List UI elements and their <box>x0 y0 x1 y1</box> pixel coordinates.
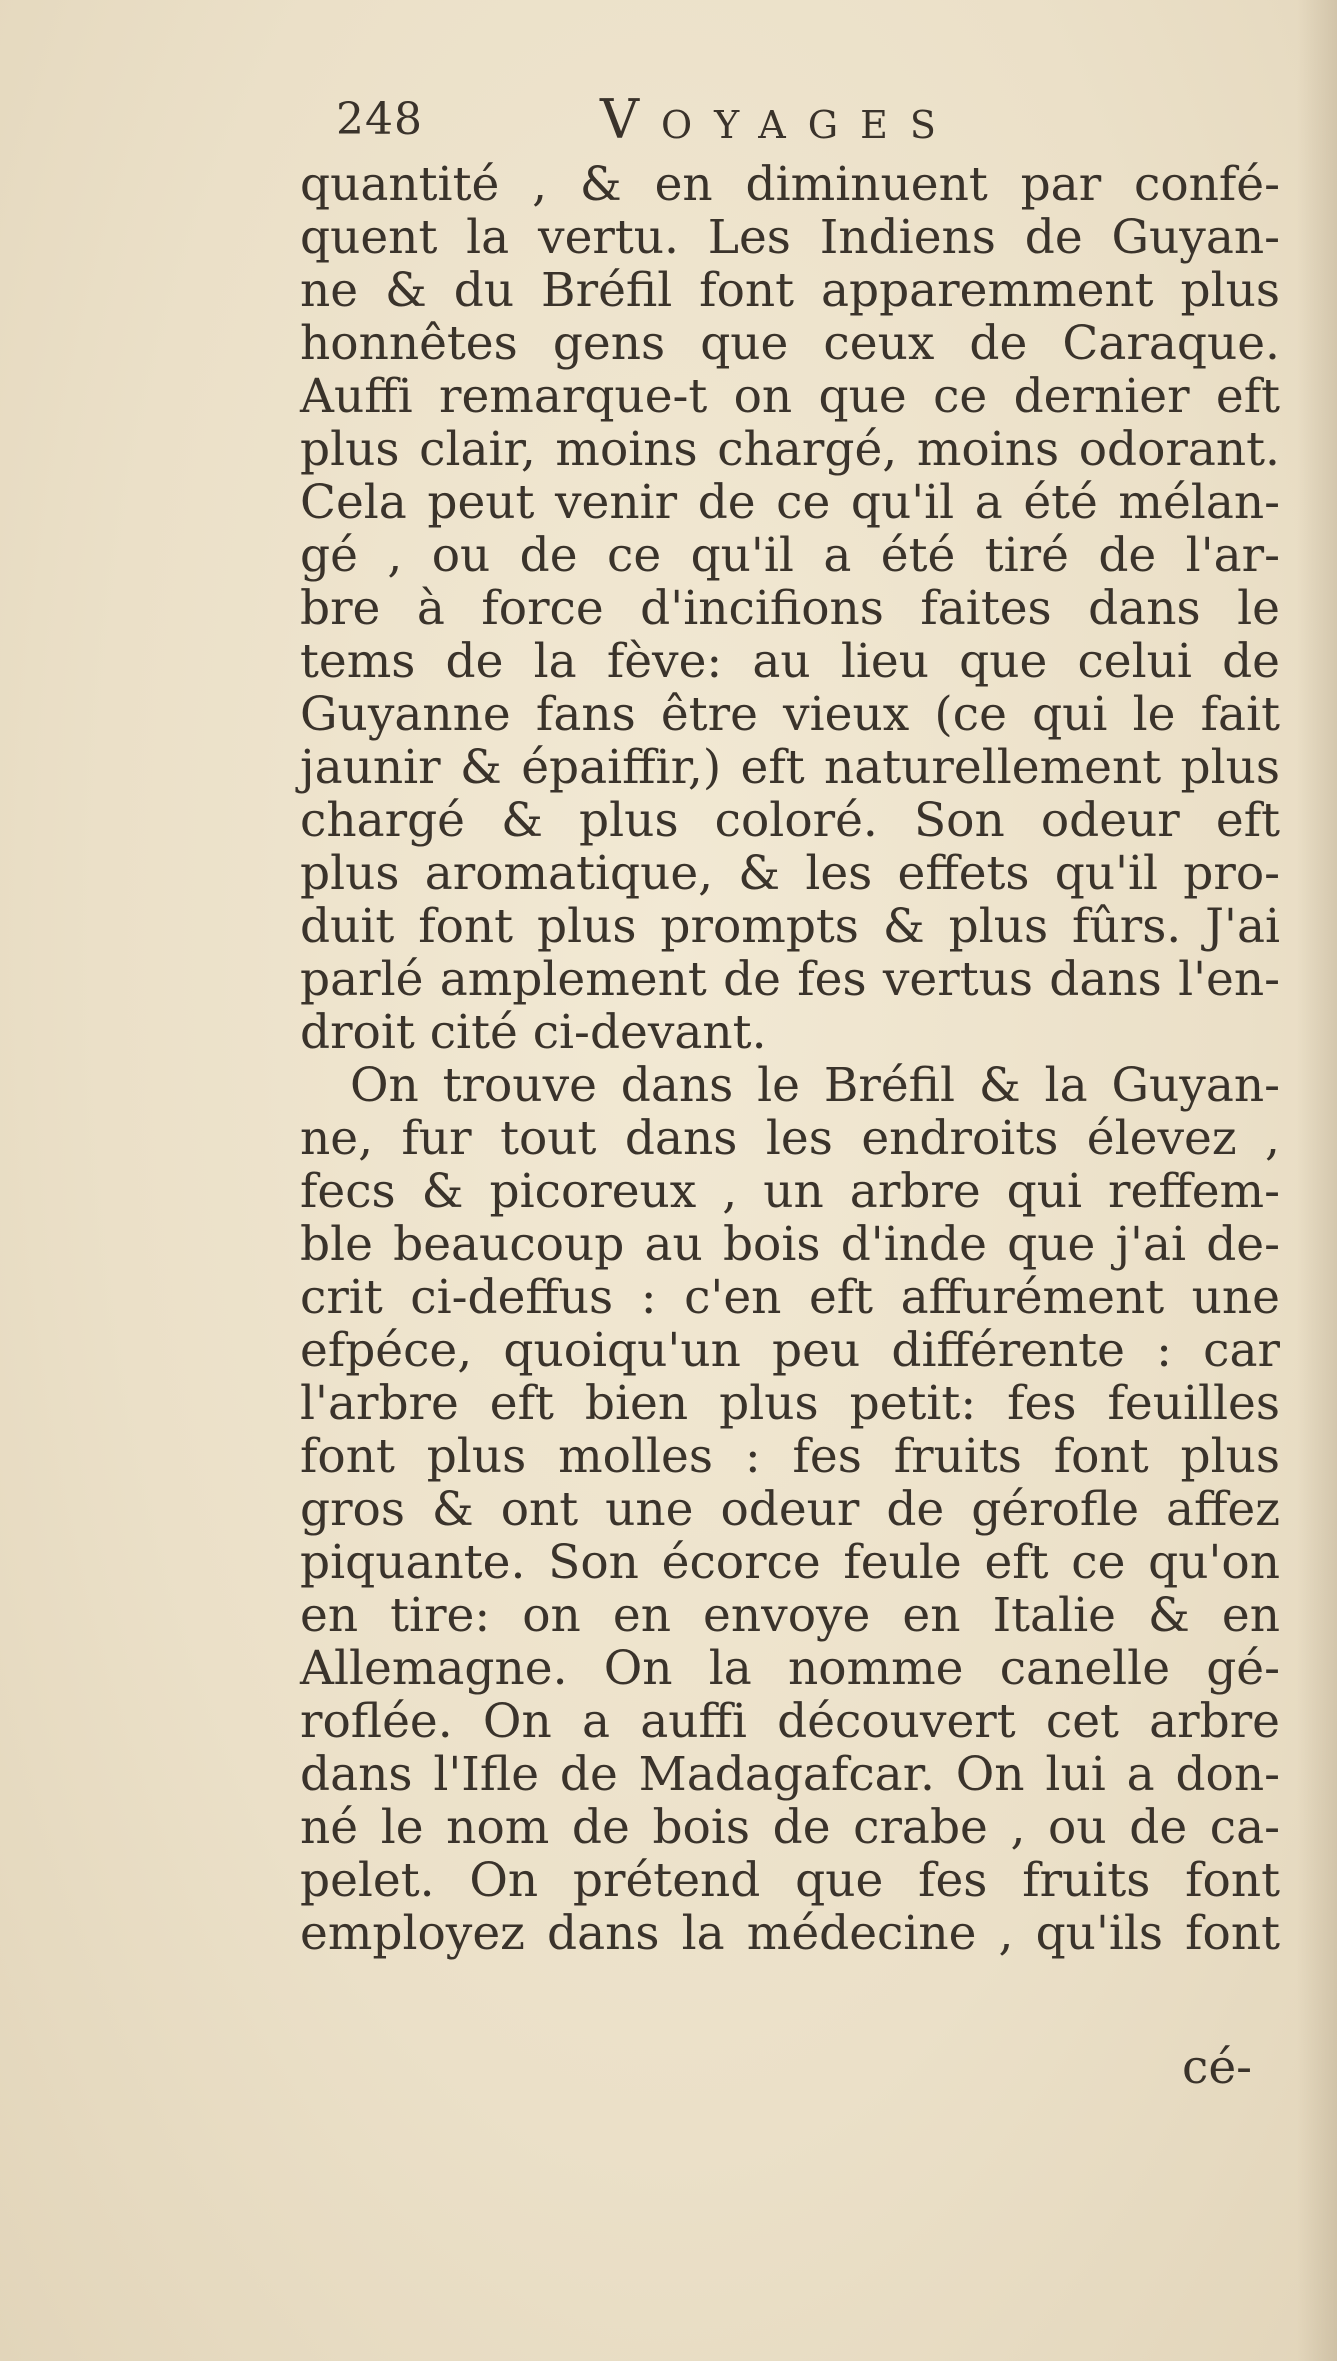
text-line: plus aromatique, & les effets qu'il pro- <box>300 846 1280 901</box>
page-edge-shadow <box>1297 0 1337 2361</box>
text-line: gros & ont une odeur de gérofle affez <box>300 1482 1280 1537</box>
text-line: quantité , & en diminuent par confé- <box>300 157 1280 212</box>
text-line: Guyanne fans être vieux (ce qui le fait <box>300 687 1280 742</box>
text-line: gé , ou de ce qu'il a été tiré de l'ar- <box>300 528 1280 583</box>
text-line: duit font plus prompts & plus fûrs. J'ai <box>300 899 1280 954</box>
text-line: dans l'Ifle de Madagafcar. On lui a don- <box>300 1747 1280 1802</box>
running-head: Voyages <box>600 88 958 151</box>
text-line: pelet. On prétend que fes fruits font <box>300 1853 1280 1908</box>
text-line: piquante. Son écorce feule eft ce qu'on <box>300 1535 1280 1590</box>
text-line: fecs & picoreux , un arbre qui reffem- <box>300 1164 1280 1219</box>
body-text <box>300 158 1280 1960</box>
text-line: parlé amplement de fes vertus dans l'en- <box>300 952 1280 1007</box>
text-line: droit cité ci-devant. <box>300 1005 767 1060</box>
text-line: jaunir & épaiffir,) eft naturellement plus <box>300 740 1280 795</box>
text-line: Auffi remarque-t on que ce dernier eft <box>300 369 1280 424</box>
text-line: Allemagne. On la nomme canelle gé- <box>300 1641 1280 1696</box>
text-line: Cela peut venir de ce qu'il a été mélan- <box>300 475 1280 530</box>
text-line: tems de la fève: au lieu que celui de <box>300 634 1280 689</box>
text-line: ne & du Bréfil font apparemment plus <box>300 263 1280 318</box>
text-line: né le nom de bois de crabe , ou de ca- <box>300 1800 1280 1855</box>
text-line: en tire: on en envoye en Italie & en <box>300 1588 1280 1643</box>
text-line: plus clair, moins chargé, moins odorant. <box>300 422 1280 477</box>
text-line: ne, fur tout dans les endroits élevez , <box>300 1111 1280 1166</box>
page-number: 248 <box>336 94 423 145</box>
text-line: bre à force d'incifions faites dans le <box>300 581 1280 636</box>
text-line: chargé & plus coloré. Son odeur eft <box>300 793 1280 848</box>
catchword: cé- <box>1182 2040 1253 2095</box>
text-line: efpéce, quoiqu'un peu différente : car <box>300 1323 1280 1378</box>
text-line: crit ci-deffus : c'en eft affurément une <box>300 1270 1280 1325</box>
text-line: employez dans la médecine , qu'ils font <box>300 1906 1280 1961</box>
text-line: l'arbre eft bien plus petit: fes feuilles <box>300 1376 1280 1431</box>
text-line: quent la vertu. Les Indiens de Guyan- <box>300 210 1280 265</box>
text-line: ble beaucoup au bois d'inde que j'ai de- <box>300 1217 1280 1272</box>
page-header <box>300 82 1060 152</box>
text-line: font plus molles : fes fruits font plus <box>300 1429 1280 1484</box>
text-line: honnêtes gens que ceux de Caraque. <box>300 316 1280 371</box>
text-line: roflée. On a auffi découvert cet arbre <box>300 1694 1280 1749</box>
text-line: On trouve dans le Bréfil & la Guyan- <box>350 1058 1280 1113</box>
